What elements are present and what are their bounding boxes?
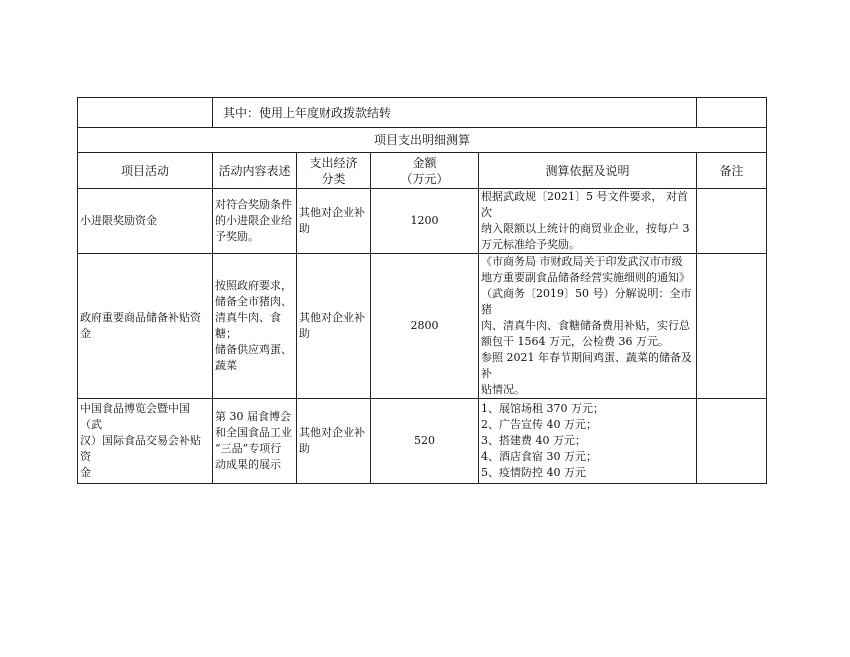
header-remark: 备注 <box>697 153 767 189</box>
header-content: 活动内容表述 <box>213 153 297 189</box>
row-activity: 政府重要商品储备补贴资金 <box>78 254 213 399</box>
row-content: 按照政府要求， 储备全市猪肉、 清真牛肉、食糖； 储备供应鸡蛋、 蔬菜 <box>213 254 297 399</box>
row-basis: 《市商务局 市财政局关于印发武汉市市级 地方重要副食品储备经营实施细则的通知》 （武商务〔2019〕50 号）分解说明：全市猪 肉、清真牛肉、食糖储备费用补贴，实行总 额包干 1564 万元，公检费 36 万元。 参照 2021 年春节期间鸡蛋、蔬菜的储备及补 贴情况。 <box>479 254 697 399</box>
row-amount: 2800 <box>371 254 479 399</box>
row-category: 其他对企业补 助 <box>297 399 371 484</box>
header-category: 支出经济 分类 <box>297 153 371 189</box>
row-content: 对符合奖励条件 的小进限企业给 予奖励。 <box>213 189 297 254</box>
row-amount: 1200 <box>371 189 479 254</box>
row-activity: 小进限奖励资金 <box>78 189 213 254</box>
section-title-row <box>78 128 767 153</box>
carryover-row <box>78 98 767 128</box>
row-activity: 中国食品博览会暨中国（武 汉）国际食品交易会补贴资 金 <box>78 399 213 484</box>
row-category: 其他对企业补 助 <box>297 254 371 399</box>
header-basis: 测算依据及说明 <box>479 153 697 189</box>
table-row <box>78 189 767 254</box>
row-basis: 根据武政规〔2021〕5 号文件要求， 对首次 纳入限额以上统计的商贸业企业，按每户 3 万元标准给予奖励。 <box>479 189 697 254</box>
carryover-label: 其中：使用上年度财政拨款结转 <box>213 98 697 128</box>
row-remark <box>697 399 767 484</box>
header-activity: 项目活动 <box>78 153 213 189</box>
carryover-blank-cell <box>78 98 213 128</box>
header-amount: 金额 （万元） <box>371 153 479 189</box>
carryover-remark-cell <box>697 98 767 128</box>
row-basis: 1、展馆场租 370 万元； 2、广告宣传 40 万元； 3、搭建费 40 万元； 4、酒店食宿 30 万元； 5、疫情防控 40 万元 <box>479 399 697 484</box>
table-row <box>78 399 767 484</box>
table-row <box>78 254 767 399</box>
row-remark <box>697 189 767 254</box>
row-remark <box>697 254 767 399</box>
row-content: 第 30 届食博会 和全国食品工业 “三品”专项行 动成果的展示 <box>213 399 297 484</box>
row-category: 其他对企业补 助 <box>297 189 371 254</box>
row-amount: 520 <box>371 399 479 484</box>
section-title: 项目支出明细测算 <box>78 128 767 153</box>
budget-table <box>77 97 767 484</box>
header-row <box>78 153 767 189</box>
